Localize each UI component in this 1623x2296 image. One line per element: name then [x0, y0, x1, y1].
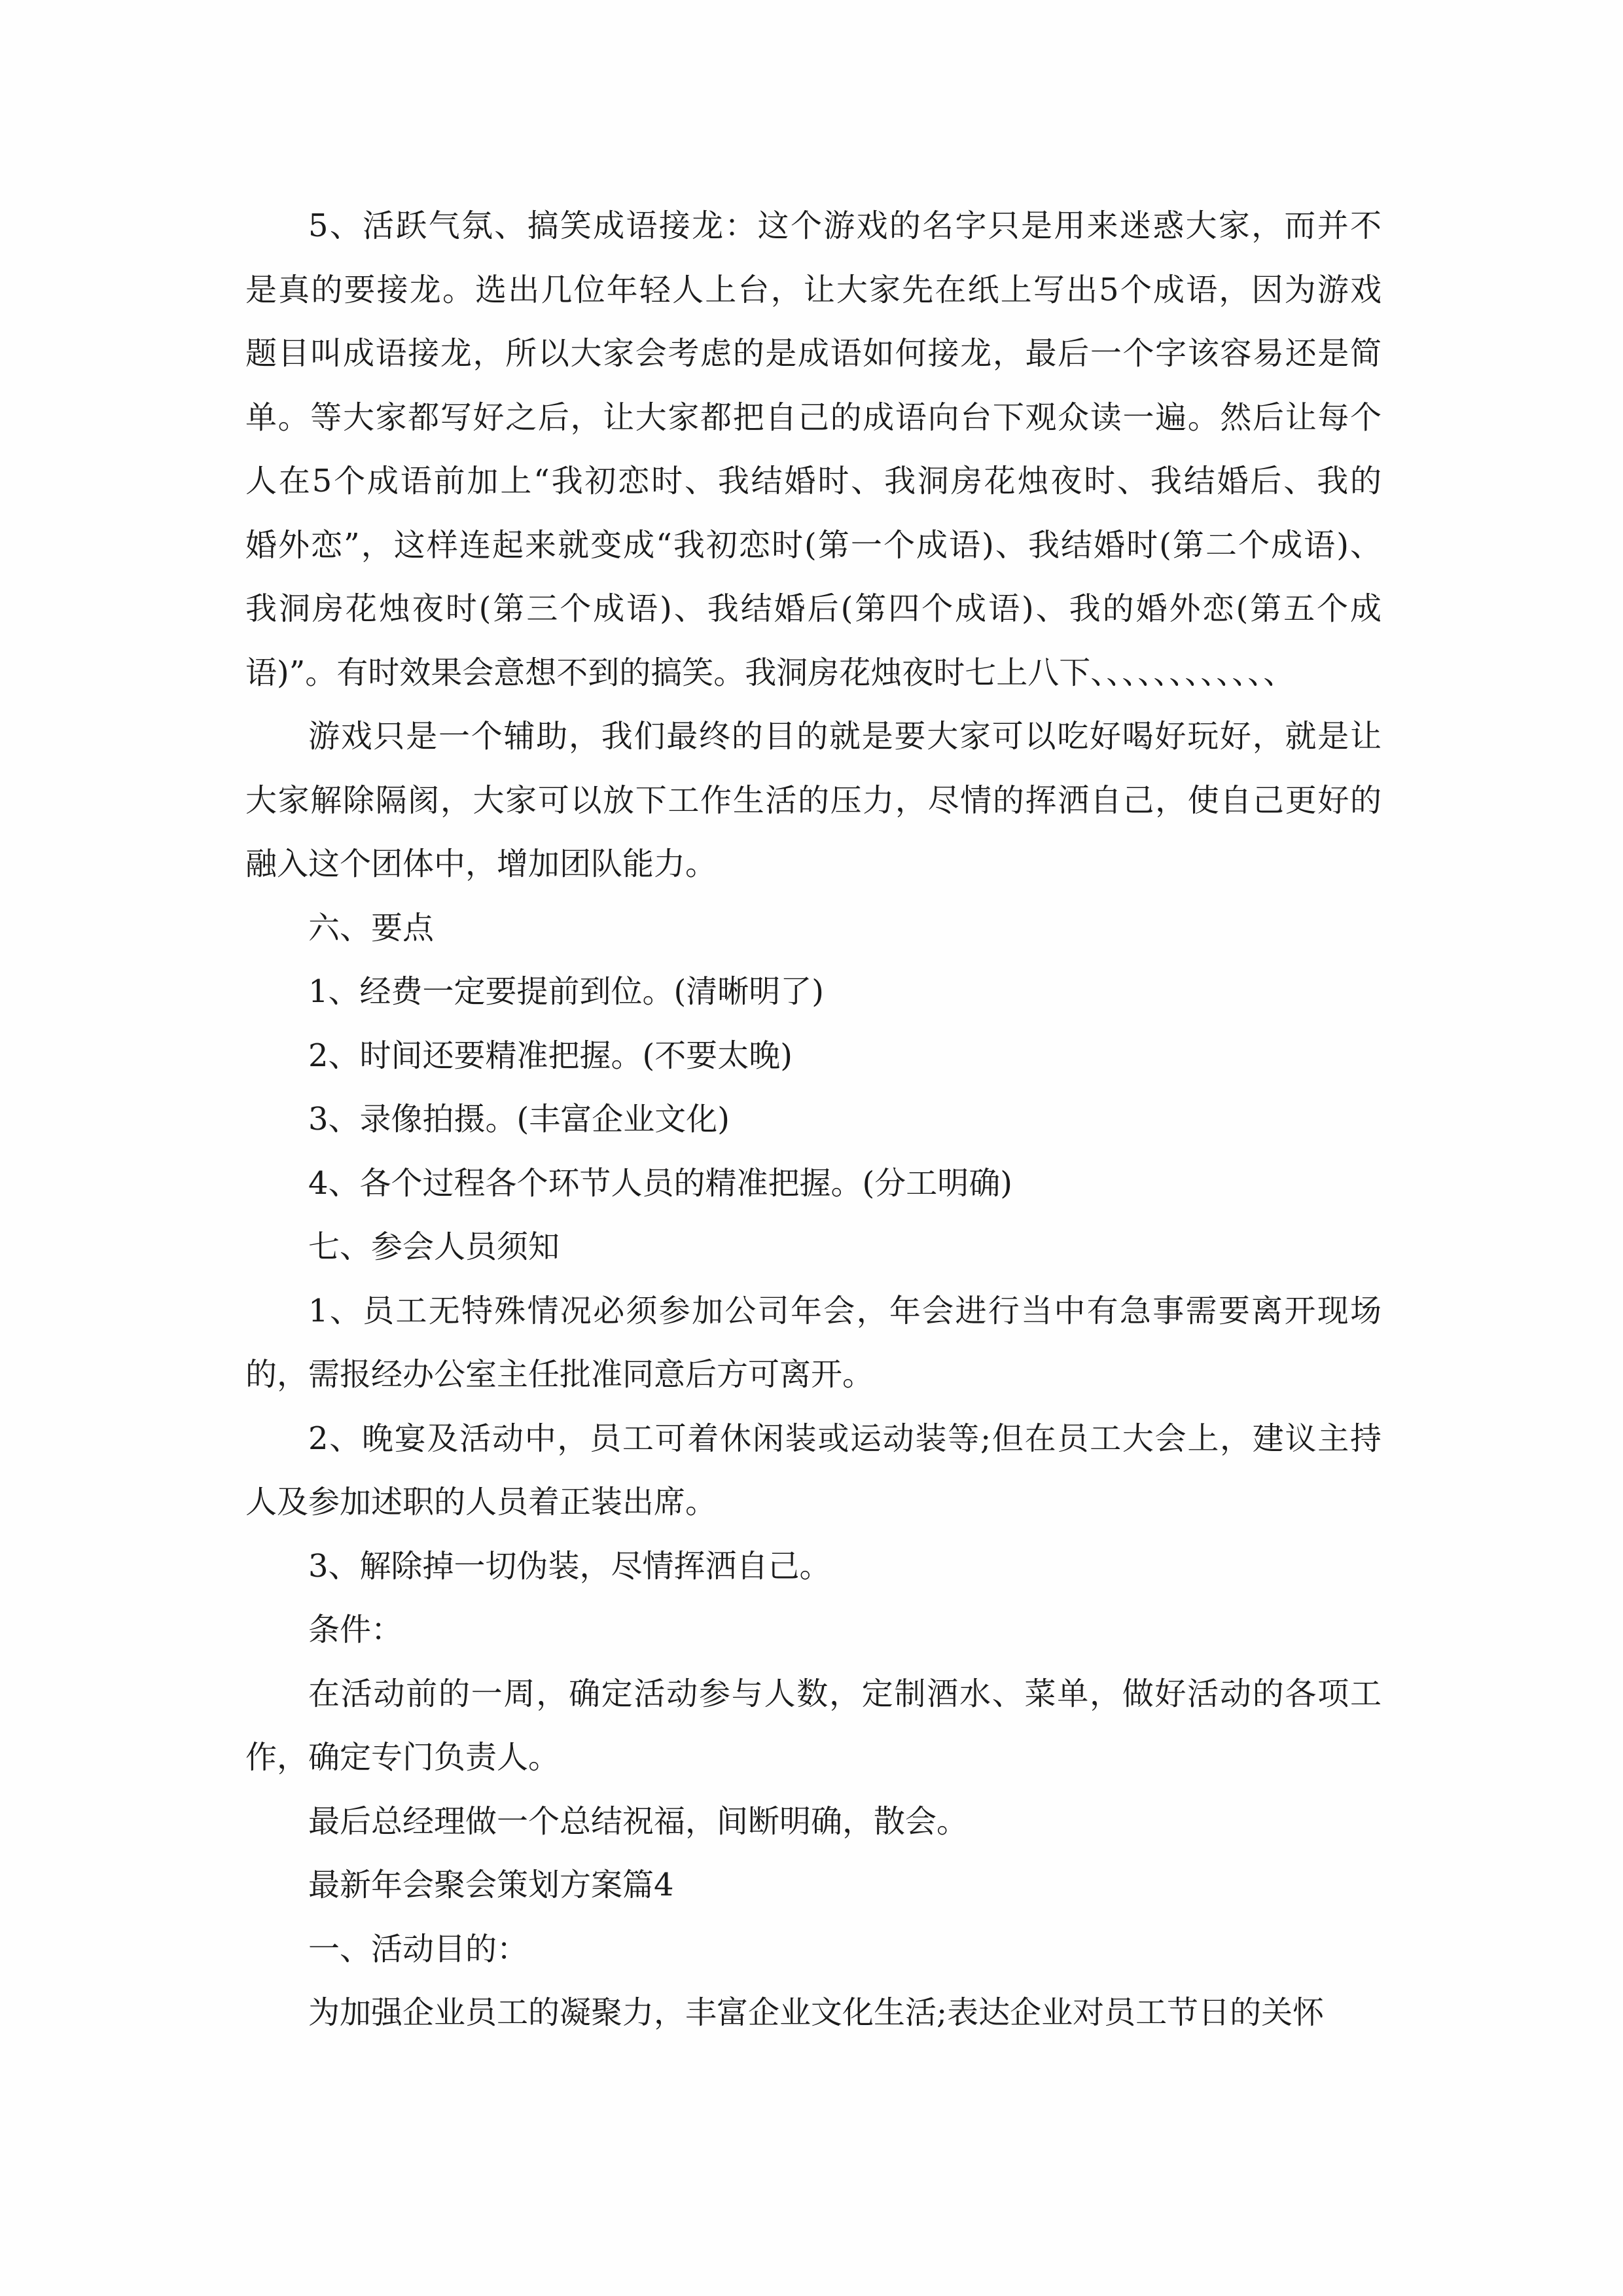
text-line: 最后总经理做一个总结祝福，间断明确，散会。 [308, 1803, 969, 1840]
text-line: 融入这个团体中，增加团队能力。 [245, 846, 717, 882]
paragraph [245, 960, 1382, 1024]
paragraph [245, 1662, 1382, 1790]
text-line: 七、参会人员须知 [308, 1229, 560, 1265]
paragraph [245, 897, 1382, 961]
text-line: 1、员工无特殊情况必须参加公司年会，年会进行当中有急事需要离开现场 [308, 1292, 1382, 1329]
text-line: 最新年会聚会策划方案篇4 [308, 1867, 674, 1903]
text-line: 作，确定专门负责人。 [245, 1739, 560, 1776]
paragraph [245, 1535, 1382, 1599]
document-body [245, 194, 1382, 2045]
paragraph [245, 705, 1382, 897]
text-line: 游戏只是一个辅助，我们最终的目的就是要大家可以吃好喝好玩好，就是让 [308, 718, 1382, 755]
text-line: 在活动前的一周，确定活动参与人数，定制酒水、菜单，做好活动的各项工 [308, 1675, 1382, 1712]
paragraph [245, 1215, 1382, 1280]
text-line: 人及参加述职的人员着正装出席。 [245, 1484, 717, 1520]
text-line: 一、活动目的： [308, 1930, 529, 1967]
paragraph [245, 1152, 1382, 1216]
text-line: 3、录像拍摄。(丰富企业文化) [308, 1101, 730, 1138]
text-line: 2、晚宴及活动中，员工可着休闲装或运动装等;但在员工大会上，建议主持 [308, 1420, 1382, 1457]
text-line: 大家解除隔阂，大家可以放下工作生活的压力，尽情的挥洒自己，使自己更好的 [245, 781, 1382, 819]
paragraph [245, 1981, 1382, 2045]
text-line: 六、要点 [308, 909, 435, 946]
text-line: 是真的要接龙。选出几位年轻人上台，让大家先在纸上写出5个成语，因为游戏 [245, 271, 1382, 308]
paragraph [245, 1598, 1382, 1662]
paragraph [245, 1407, 1382, 1535]
text-line: 5、活跃气氛、搞笑成语接龙：这个游戏的名字只是用来迷惑大家，而并不 [308, 207, 1382, 244]
text-line: 我洞房花烛夜时(第三个成语)、我结婚后(第四个成语)、我的婚外恋(第五个成 [245, 590, 1382, 627]
text-line: 4、各个过程各个环节人员的精准把握。(分工明确) [308, 1164, 1012, 1202]
text-line: 1、经费一定要提前到位。(清晰明了) [308, 973, 824, 1010]
text-line: 语)”。有时效果会意想不到的搞笑。我洞房花烛夜时七上八下、、、、、、、、、、、、 [245, 654, 1295, 691]
paragraph [245, 194, 1382, 705]
paragraph [245, 1790, 1382, 1854]
text-line: 单。等大家都写好之后，让大家都把自己的成语向台下观众读一遍。然后让每个 [245, 399, 1382, 436]
text-line: 的，需报经办公室主任批准同意后方可离开。 [245, 1356, 874, 1393]
paragraph [245, 1280, 1382, 1407]
text-line: 3、解除掉一切伪装，尽情挥洒自己。 [308, 1547, 831, 1585]
text-line: 题目叫成语接龙，所以大家会考虑的是成语如何接龙，最后一个字该容易还是简 [245, 335, 1382, 372]
paragraph [245, 1854, 1382, 1918]
paragraph [245, 1088, 1382, 1152]
text-line: 婚外恋”，这样连起来就变成“我初恋时(第一个成语)、我结婚时(第二个成语)、 [245, 526, 1382, 564]
paragraph [245, 1918, 1382, 1982]
paragraph [245, 1024, 1382, 1088]
text-line: 2、时间还要精准把握。(不要太晚) [308, 1037, 793, 1074]
text-line: 为加强企业员工的凝聚力，丰富企业文化生活;表达企业对员工节日的关怀 [308, 1994, 1325, 2031]
text-line: 人在5个成语前加上“我初恋时、我结婚时、我洞房花烛夜时、我结婚后、我的 [245, 463, 1382, 499]
text-line: 条件： [308, 1611, 403, 1648]
